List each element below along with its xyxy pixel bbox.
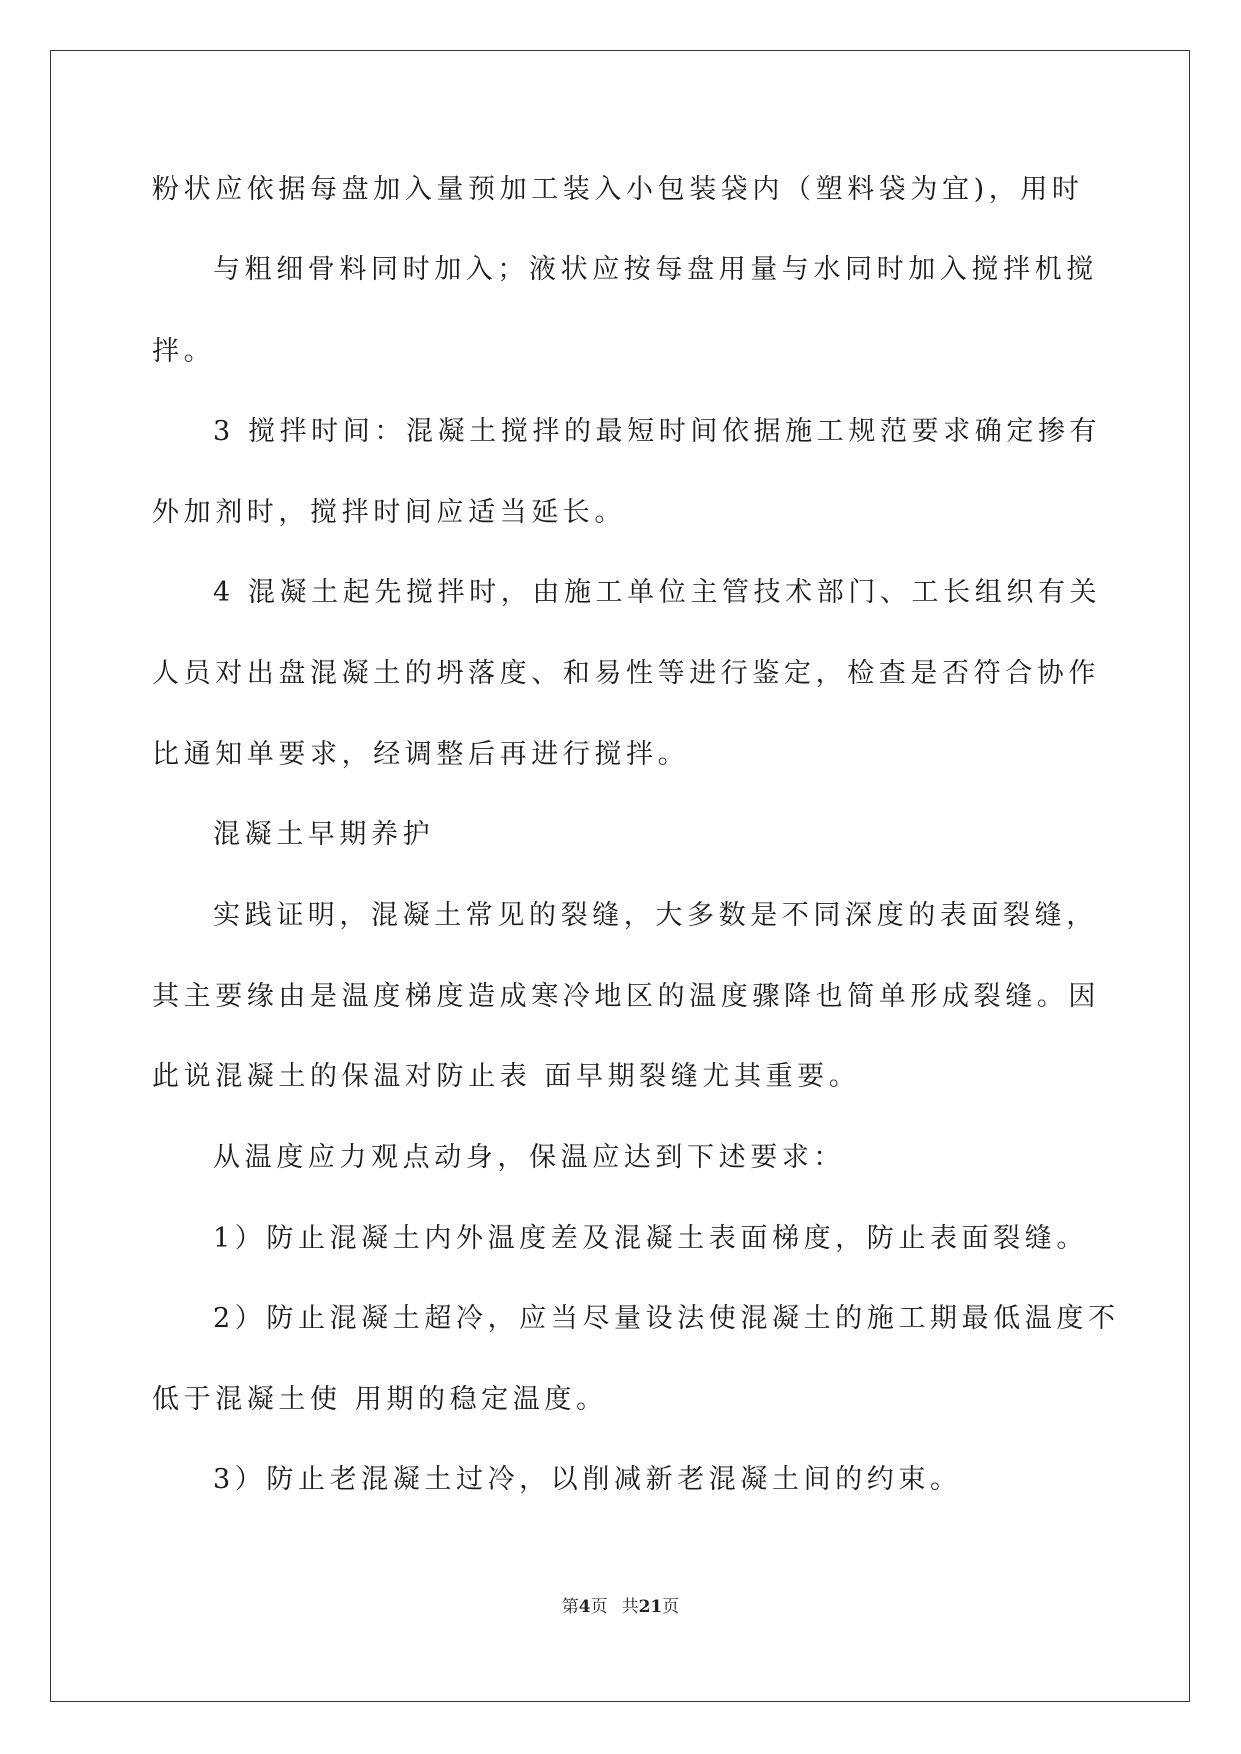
page-border bbox=[50, 50, 1190, 1702]
list-item: 1）防止混凝土内外温度差及混凝土表面梯度，防止表面裂缝。 bbox=[213, 1223, 1088, 1254]
body-line: 比通知单要求，经调整后再进行搅拌。 bbox=[152, 739, 690, 770]
body-line: 低于混凝土使 用期的稳定温度。 bbox=[152, 1384, 608, 1415]
body-line: 此说混凝土的保温对防止表 面早期裂缝尤其重要。 bbox=[152, 1061, 861, 1092]
total-suffix: 页 bbox=[662, 1597, 680, 1617]
body-line: 3 搅拌时间：混凝土搅拌的最短时间依据施工规范要求确定掺有 bbox=[213, 416, 1102, 447]
body-line: 从温度应力观点动身，保温应达到下述要求： bbox=[213, 1142, 845, 1173]
body-line: 实践证明，混凝土常见的裂缝，大多数是不同深度的表面裂缝， bbox=[213, 900, 1098, 931]
page-prefix: 第 bbox=[561, 1597, 579, 1617]
body-line: 外加剂时，搅拌时间应适当延长。 bbox=[152, 497, 626, 528]
page-footer bbox=[0, 1595, 1241, 1619]
body-line: 拌。 bbox=[152, 336, 216, 367]
body-line: 4 混凝土起先搅拌时，由施工单位主管技术部门、工长组织有关 bbox=[213, 577, 1102, 608]
section-heading: 混凝土早期养护 bbox=[213, 819, 435, 850]
page-number: 4 bbox=[578, 1597, 591, 1617]
body-line: 粉状应依据每盘加入量预加工装入小包装袋内（塑料袋为宜)，用时 bbox=[152, 174, 1084, 205]
total-prefix: 共 bbox=[621, 1597, 639, 1617]
list-item: 3）防止老混凝土过冷，以削减新老混凝土间的约束。 bbox=[213, 1464, 962, 1495]
page-suffix: 页 bbox=[590, 1597, 608, 1617]
body-line: 与粗细骨料同时加入；液状应按每盘用量与水同时加入搅拌机搅 bbox=[213, 254, 1098, 285]
body-line: 人员对出盘混凝土的坍落度、和易性等进行鉴定，检查是否符合协作 bbox=[152, 658, 1100, 689]
list-item: 2）防止混凝土超冷，应当尽量设法使混凝土的施工期最低温度不 bbox=[213, 1303, 1120, 1334]
body-line: 其主要缘由是温度梯度造成寒冷地区的温度骤降也简单形成裂缝。因 bbox=[152, 981, 1100, 1012]
total-pages: 21 bbox=[638, 1597, 663, 1617]
